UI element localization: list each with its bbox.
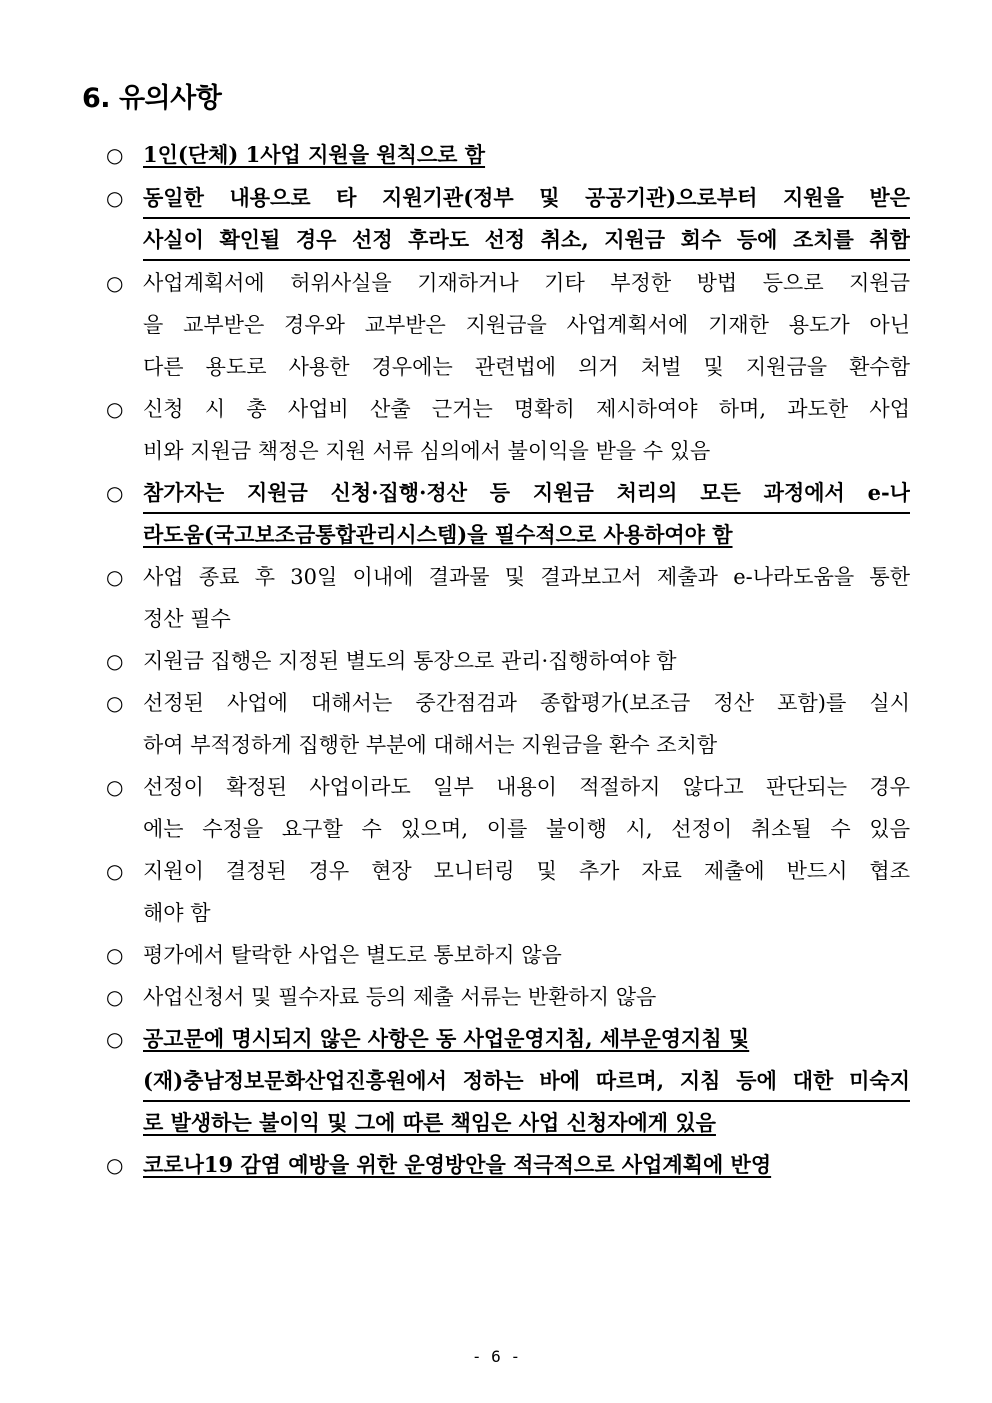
notice-line: 동일한 내용으로 타 지원기관(정부 및 공공기관)으로부터 지원을 받은: [143, 177, 910, 219]
bullet-icon: ○: [106, 1153, 124, 1177]
notice-line: 하여 부적정하게 집행한 부분에 대해서는 지원금을 환수 조치함: [143, 733, 718, 757]
bullet-icon: ○: [106, 649, 124, 673]
notice-line: 코로나19 감염 예방을 위한 운영방안을 적극적으로 사업계획에 반영: [143, 1152, 772, 1177]
notice-line: 공고문에 명시되지 않은 사항은 동 사업운영지침, 세부운영지침 및: [143, 1026, 750, 1051]
bullet-icon: ○: [106, 1027, 124, 1051]
notice-line: 다른 용도로 사용한 경우에는 관련법에 의거 처벌 및 지원금을 환수함: [143, 355, 910, 379]
notice-line: 참가자는 지원금 신청·집행·정산 등 지원금 처리의 모든 과정에서 e-나: [143, 472, 910, 514]
notice-line: 선정된 사업에 대해서는 중간점검과 종합평가(보조금 정산 포함)를 실시: [143, 691, 910, 715]
section-title: 6. 유의사항: [82, 83, 222, 114]
notice-line: 사실이 확인될 경우 선정 후라도 선정 취소, 지원금 회수 등에 조치를 취함: [143, 219, 910, 261]
notice-line: 사업계획서에 허위사실을 기재하거나 기타 부정한 방법 등으로 지원금: [143, 271, 910, 295]
notice-line: 라도움(국고보조금통합관리시스템)을 필수적으로 사용하여야 함: [143, 522, 733, 547]
notice-line: 지원이 결정된 경우 현장 모니터링 및 추가 자료 제출에 반드시 협조: [143, 859, 910, 883]
bullet-icon: ○: [106, 565, 124, 589]
notice-line: 을 교부받은 경우와 교부받은 지원금을 사업계획서에 기재한 용도가 아닌: [143, 313, 910, 337]
notice-line: 정산 필수: [143, 607, 231, 631]
notice-line: 선정이 확정된 사업이라도 일부 내용이 적절하지 않다고 판단되는 경우: [143, 775, 910, 799]
bullet-icon: ○: [106, 691, 124, 715]
bullet-icon: ○: [106, 143, 124, 167]
bullet-icon: ○: [106, 859, 124, 883]
notice-line: 신청 시 총 사업비 산출 근거는 명확히 제시하여야 하며, 과도한 사업: [143, 397, 910, 421]
notice-line: 사업신청서 및 필수자료 등의 제출 서류는 반환하지 않음: [143, 985, 657, 1009]
notice-line: 지원금 집행은 지정된 별도의 통장으로 관리·집행하여야 함: [143, 649, 677, 673]
bullet-icon: ○: [106, 481, 124, 505]
notice-line: 평가에서 탈락한 사업은 별도로 통보하지 않음: [143, 943, 562, 967]
bullet-icon: ○: [106, 271, 124, 295]
notice-line: 1인(단체) 1사업 지원을 원칙으로 함: [143, 142, 486, 167]
notice-line: 사업 종료 후 30일 이내에 결과물 및 결과보고서 제출과 e-나라도움을 통한: [143, 565, 910, 589]
bullet-icon: ○: [106, 775, 124, 799]
notice-line: 로 발생하는 불이익 및 그에 따른 책임은 사업 신청자에게 있음: [143, 1110, 716, 1135]
bullet-icon: ○: [106, 943, 124, 967]
bullet-icon: ○: [106, 186, 124, 210]
page-number: - 6 -: [471, 1347, 521, 1366]
notice-line: (재)충남정보문화산업진흥원에서 정하는 바에 따르며, 지침 등에 대한 미숙지: [143, 1060, 910, 1102]
notice-line: 해야 함: [143, 901, 211, 925]
bullet-icon: ○: [106, 397, 124, 421]
notice-line: 에는 수정을 요구할 수 있으며, 이를 불이행 시, 선정이 취소될 수 있음: [143, 817, 910, 841]
bullet-icon: ○: [106, 985, 124, 1009]
notice-line: 비와 지원금 책정은 지원 서류 심의에서 불이익을 받을 수 있음: [143, 439, 711, 463]
